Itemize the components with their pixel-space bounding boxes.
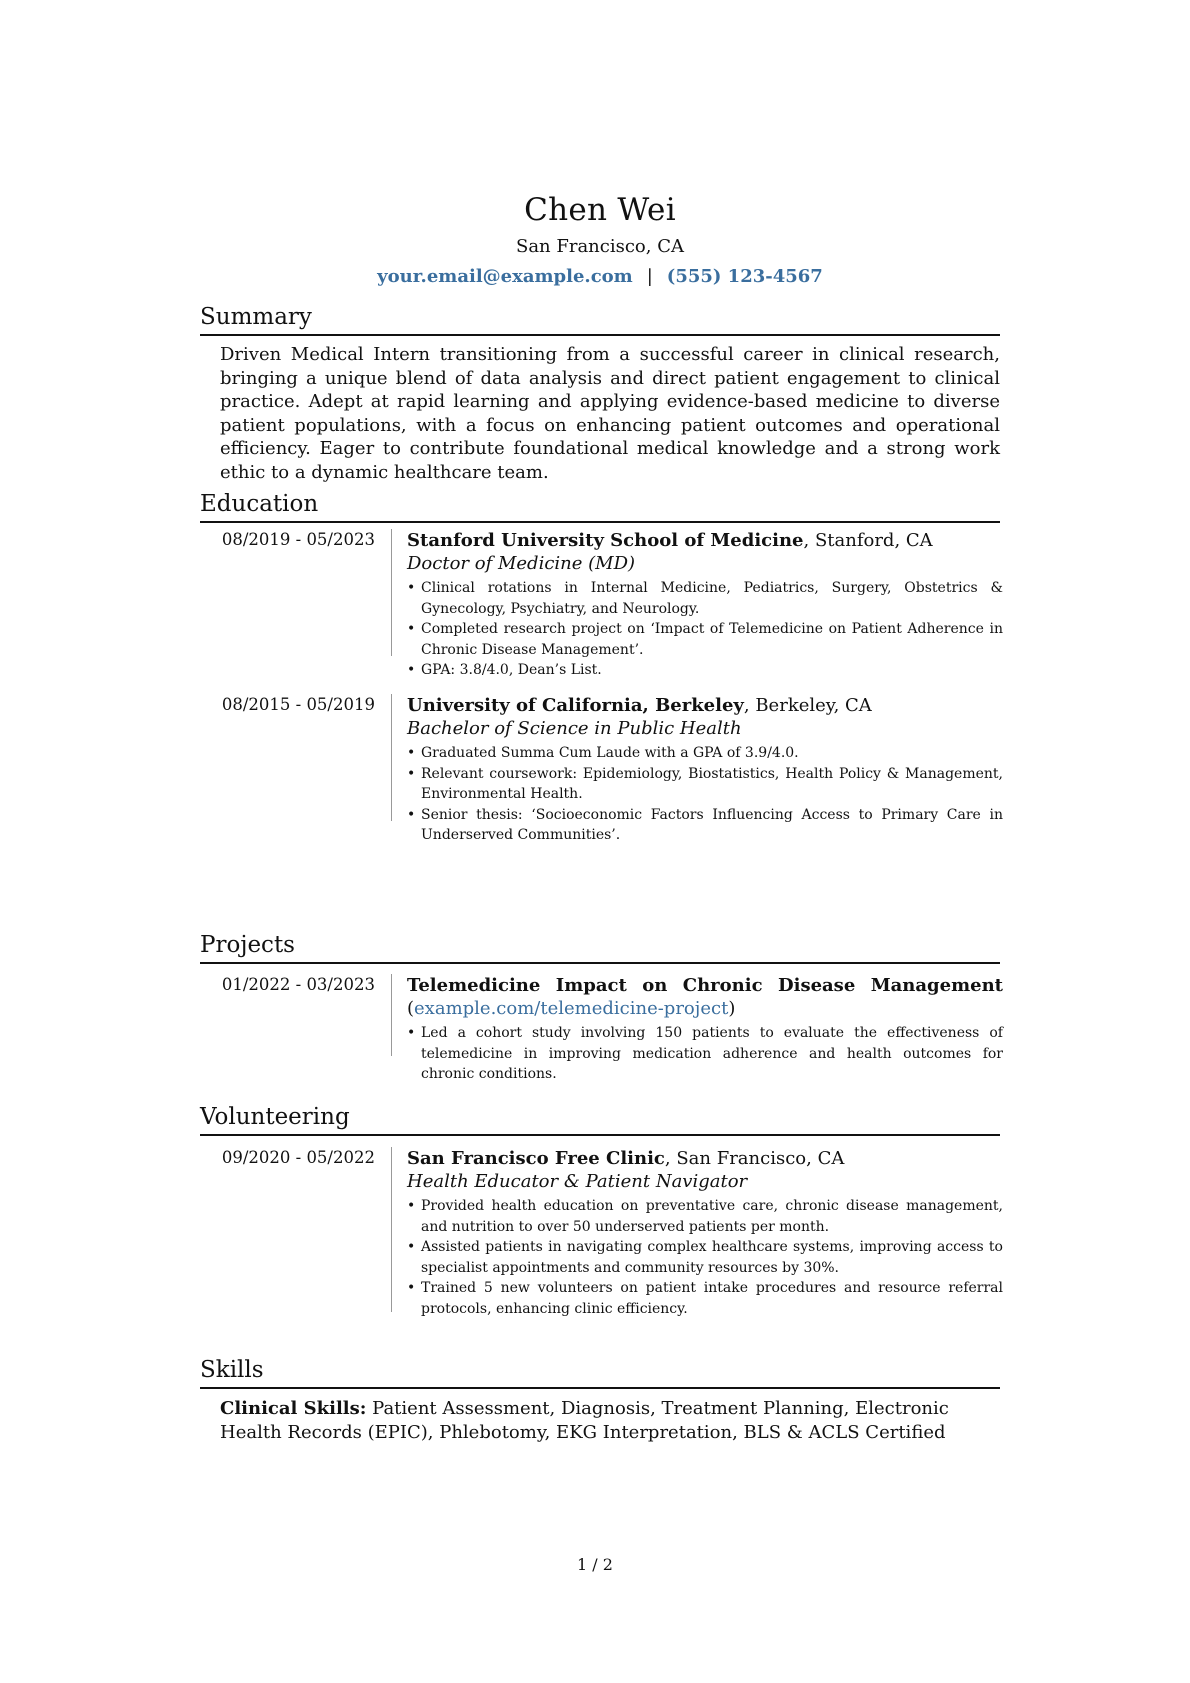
bullet-item: • Completed research project on ‘Impact of Telemedicine on Patient Adherence in Chronic Disease Management’.: [407, 619, 1003, 660]
entry-date: 09/2020 - 05/2022: [221, 1148, 375, 1167]
bullet-list: [407, 743, 1003, 846]
bullet-item: • Graduated Summa Cum Laude with a GPA of 3.9/4.0.: [407, 743, 1003, 764]
paren-open: (: [407, 998, 415, 1019]
bullet-list: [407, 1023, 1003, 1085]
organization-name: San Francisco Free Clinic: [407, 1148, 665, 1169]
bullet-item: • Led a cohort study involving 150 patients to evaluate the effectiveness of telemedicine in improving medication adherence and health outcomes for chronic conditions.: [407, 1023, 1003, 1085]
paren-close: ): [728, 998, 736, 1019]
section-title-skills: Skills: [200, 1355, 1000, 1389]
email-link[interactable]: your.email@example.com: [377, 266, 633, 287]
resume-page: [200, 0, 1003, 1683]
entry-body: [407, 974, 1003, 1085]
entry-date: 08/2019 - 05/2023: [221, 530, 375, 549]
section-title-projects: Projects: [200, 930, 1000, 964]
role: Health Educator & Patient Navigator: [407, 1171, 748, 1192]
institution-line: [407, 529, 1003, 552]
bullet-list: [407, 578, 1003, 681]
contact-separator: |: [646, 266, 653, 287]
institution-name: Stanford University School of Medicine: [407, 530, 804, 551]
bullet-list: [407, 1196, 1003, 1320]
organization-location: , San Francisco, CA: [664, 1148, 845, 1169]
resume-header: [200, 190, 1000, 290]
section-title-education: Education: [200, 489, 1000, 523]
degree: Doctor of Medicine (MD): [407, 553, 636, 574]
project-name: Telemedicine Impact on Chronic Disease Management: [407, 975, 1003, 996]
entry-divider: [391, 694, 392, 821]
phone-link[interactable]: (555) 123-4567: [666, 266, 823, 287]
page-number: 1 / 2: [577, 1555, 613, 1574]
section-title-summary: Summary: [200, 302, 1000, 336]
candidate-location: San Francisco, CA: [515, 236, 684, 257]
skills-text: [220, 1397, 1000, 1444]
entry-date: 08/2015 - 05/2019: [221, 695, 375, 714]
bullet-item: • Assisted patients in navigating complex healthcare systems, improving access to specialist appointments and community resources by 30%.: [407, 1237, 1003, 1278]
project-link[interactable]: example.com/telemedicine-project: [414, 998, 729, 1019]
bullet-item: • Senior thesis: ‘Socioeconomic Factors Influencing Access to Primary Care in Underserved Communities’.: [407, 805, 1003, 846]
skills-list: Patient Assessment, Diagnosis, Treatment Planning, Electronic Health Records (EPIC), Phlebotomy, EKG Interpretation, BLS & ACLS Certified: [220, 1398, 949, 1443]
summary-text: Driven Medical Intern transitioning from a successful career in clinical research, bringing a unique blend of data analysis and direct patient engagement to clinical practice. Adept at rapid learning and applying evidence-based medicine to diverse patient populations, with a focus on enhancing patient outcomes and operational efficiency. Eager to contribute foundational medical knowledge and a strong work ethic to a dynamic healthcare team.: [220, 344, 1000, 483]
bullet-item: • GPA: 3.8/4.0, Dean’s List.: [407, 660, 1003, 681]
degree: Bachelor of Science in Public Health: [407, 718, 742, 739]
entry-divider: [391, 1147, 392, 1312]
skills-label: Clinical Skills:: [220, 1398, 367, 1419]
bullet-item: • Relevant coursework: Epidemiology, Biostatistics, Health Policy & Management, Environmental Health.: [407, 764, 1003, 805]
project-link-line: [407, 997, 1003, 1020]
bullet-item: • Clinical rotations in Internal Medicine, Pediatrics, Surgery, Obstetrics & Gynecology, Psychiatry, and Neurology.: [407, 578, 1003, 619]
section-title-volunteering: Volunteering: [200, 1102, 1000, 1136]
bullet-item: • Trained 5 new volunteers on patient intake procedures and resource referral protocols, enhancing clinic efficiency.: [407, 1278, 1003, 1319]
candidate-name: Chen Wei: [524, 192, 676, 228]
bullet-item: • Provided health education on preventative care, chronic disease management, and nutrition to over 50 underserved patients per month.: [407, 1196, 1003, 1237]
organization-line: [407, 1147, 1003, 1170]
contact-line: [200, 264, 1000, 290]
institution-line: [407, 694, 1003, 717]
institution-location: , Stanford, CA: [803, 530, 933, 551]
entry-body: [407, 529, 1003, 681]
entry-body: [407, 1147, 1003, 1320]
institution-name: University of California, Berkeley: [407, 695, 744, 716]
entry-divider: [391, 974, 392, 1056]
entry-date: 01/2022 - 03/2023: [221, 975, 375, 994]
entry-body: [407, 694, 1003, 846]
entry-divider: [391, 529, 392, 656]
institution-location: , Berkeley, CA: [743, 695, 872, 716]
